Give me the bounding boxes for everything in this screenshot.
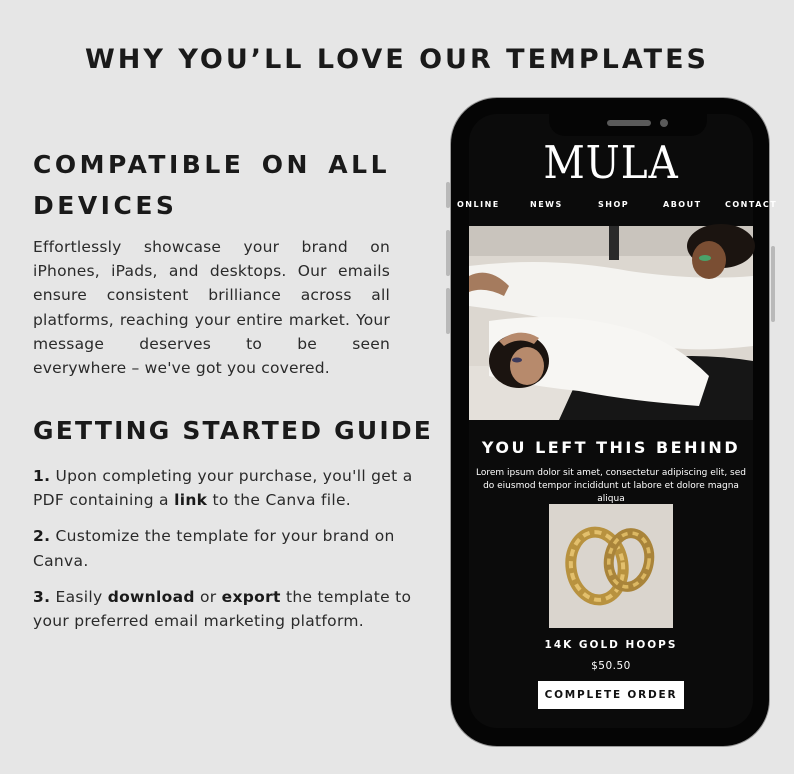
step-bold-download: download — [107, 587, 195, 606]
phone-mute-switch — [446, 182, 450, 208]
email-headline: YOU LEFT THIS BEHIND — [481, 438, 741, 457]
guide-steps — [33, 464, 433, 645]
step-text: or — [194, 587, 222, 606]
phone-mockup — [451, 98, 778, 746]
nav-item-contact[interactable]: CONTACT — [725, 200, 778, 209]
compatible-body: Effortlessly showcase your brand on iPhones, iPads, and desktops. Our emails ensure consistent brilliance across all platforms, reaching your entire market. Your message deserves to be seen — [33, 238, 390, 353]
phone-volume-up-button — [446, 230, 450, 276]
guide-heading: GETTING STARTED GUIDE — [33, 416, 434, 445]
step-number: 2. — [33, 527, 51, 546]
complete-order-button[interactable]: COMPLETE ORDER — [538, 681, 684, 709]
page-title: WHY YOU’LL LOVE OUR TEMPLATES — [85, 44, 709, 75]
phone-volume-down-button — [446, 288, 450, 334]
compatible-heading-line2: DEVICES — [33, 191, 178, 220]
product-price: $50.50 — [591, 660, 631, 672]
step-number: 1. — [33, 467, 51, 485]
gold-hoops-illustration — [549, 504, 673, 628]
email-logo: MULA — [543, 136, 679, 189]
hero-photo-illustration — [469, 226, 753, 420]
email-body: Lorem ipsum dolor sit amet, consectetur adipiscing elit, sed do eiusmod tempor incididunt ut labore et dolore magna aliqua — [476, 468, 746, 504]
guide-step-2 — [33, 524, 433, 572]
compatible-heading-line1: COMPATIBLE ON ALL — [33, 150, 390, 179]
compatible-section — [33, 144, 390, 380]
nav-item-shop[interactable]: SHOP — [598, 200, 630, 209]
nav-item-about[interactable]: ABOUT — [663, 200, 702, 209]
step-bold-export: export — [221, 587, 281, 606]
step-text: Customize the template for your brand on Canva. — [33, 527, 395, 570]
guide-step-1 — [33, 464, 433, 512]
phone-notch — [549, 114, 707, 136]
step-text: Upon completing your purchase, you'll get a PDF containing a — [33, 467, 413, 510]
phone-power-button — [771, 246, 775, 322]
guide-step-3 — [33, 585, 433, 633]
compatible-body-last-line: everywhere – we've got you covered. — [33, 359, 330, 378]
product-name: 14K GOLD HOOPS — [544, 639, 678, 651]
camera-icon — [660, 119, 668, 127]
step-text: Easily — [50, 587, 108, 606]
nav-item-online[interactable]: ONLINE — [457, 200, 500, 209]
email-nav — [457, 200, 778, 214]
product-image[interactable] — [549, 504, 673, 628]
step-text: the template to your preferred email marketing platform. — [33, 587, 412, 631]
speaker-icon — [607, 120, 651, 126]
step-number: 3. — [33, 587, 51, 606]
step-text: to the Canva file. — [207, 491, 352, 510]
nav-item-news[interactable]: NEWS — [530, 200, 563, 209]
step-bold-link: link — [174, 491, 208, 510]
hero-image — [469, 226, 753, 420]
phone-screen — [457, 114, 778, 728]
